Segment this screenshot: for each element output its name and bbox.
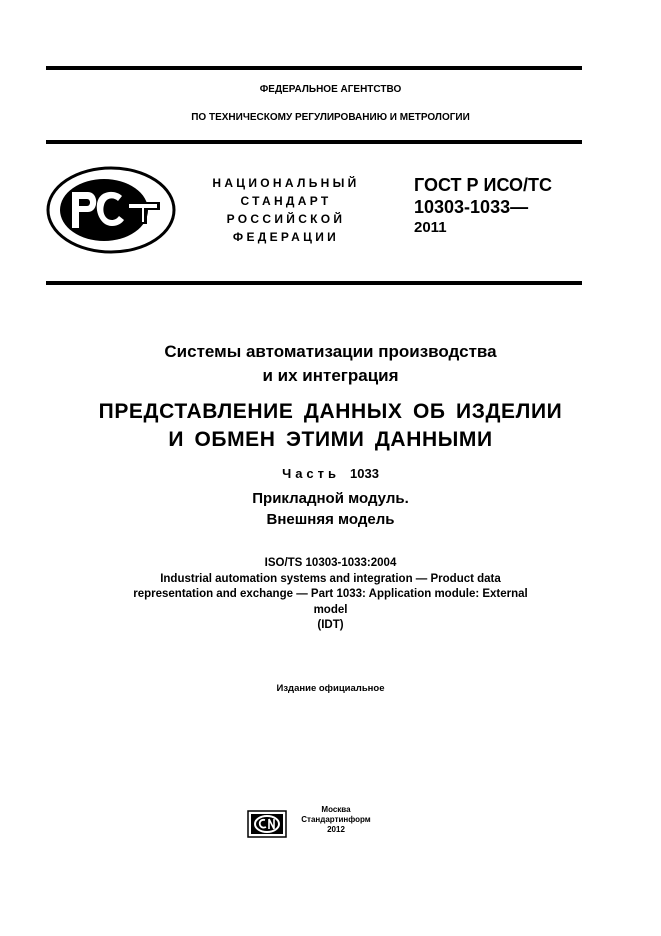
designation-rule xyxy=(46,281,582,285)
national-standard-block xyxy=(196,174,376,246)
subject-line-1: Системы автоматизации производства xyxy=(164,342,497,361)
national-standard-line: РОССИЙСКОЙ xyxy=(226,212,346,226)
document-subject xyxy=(40,340,621,388)
edition-label: Издание официальное xyxy=(276,683,385,694)
iso-line: representation and exchange — Part 1033: Application module: External xyxy=(133,588,528,600)
standard-designation xyxy=(414,174,552,238)
part-title-line-1: Прикладной модуль. xyxy=(252,490,409,507)
agency-line-2: ПО ТЕХНИЧЕСКОМУ РЕГУЛИРОВАНИЮ И МЕТРОЛОГИИ xyxy=(191,112,470,123)
publisher-block xyxy=(292,805,380,835)
top-rule xyxy=(46,66,582,70)
designation-line-2: 10303-1033— xyxy=(414,197,529,217)
publisher-year: 2012 xyxy=(327,825,345,834)
national-standard-line: СТАНДАРТ xyxy=(240,194,332,208)
national-standard-line: ФЕДЕРАЦИИ xyxy=(232,230,340,244)
iso-line: (IDT) xyxy=(317,619,344,631)
national-standard-line: НАЦИОНАЛЬНЫЙ xyxy=(212,176,360,190)
part-title xyxy=(40,488,621,530)
iso-reference xyxy=(40,556,621,634)
subject-line-2: и их интеграция xyxy=(262,366,399,385)
publisher-name: Стандартинформ xyxy=(301,815,371,824)
header-rule xyxy=(46,140,582,144)
part-title-line-2: Внешняя модель xyxy=(266,511,395,528)
part-heading xyxy=(40,464,621,484)
title-line-1: ПРЕДСТАВЛЕНИЕ ДАННЫХ ОБ ИЗДЕЛИИ xyxy=(98,400,563,423)
part-word: Часть xyxy=(282,466,341,481)
designation-year: 2011 xyxy=(414,219,447,236)
agency-line-1: ФЕДЕРАЛЬНОЕ АГЕНТСТВО xyxy=(259,84,402,95)
document-title xyxy=(40,398,621,454)
designation-line-1: ГОСТ Р ИСО/ТС xyxy=(414,175,553,195)
iso-line: ISO/TS 10303-1033:2004 xyxy=(264,557,397,569)
standartinform-logo-icon xyxy=(247,810,287,838)
iso-line: Industrial automation systems and integration — Product data xyxy=(160,572,501,585)
rst-gost-mark-icon xyxy=(46,166,176,254)
publisher-city: Москва xyxy=(321,805,351,814)
title-line-2: И ОБМЕН ЭТИМИ ДАННЫМИ xyxy=(168,428,493,451)
iso-line: model xyxy=(313,603,348,616)
part-number: 1033 xyxy=(350,466,379,481)
